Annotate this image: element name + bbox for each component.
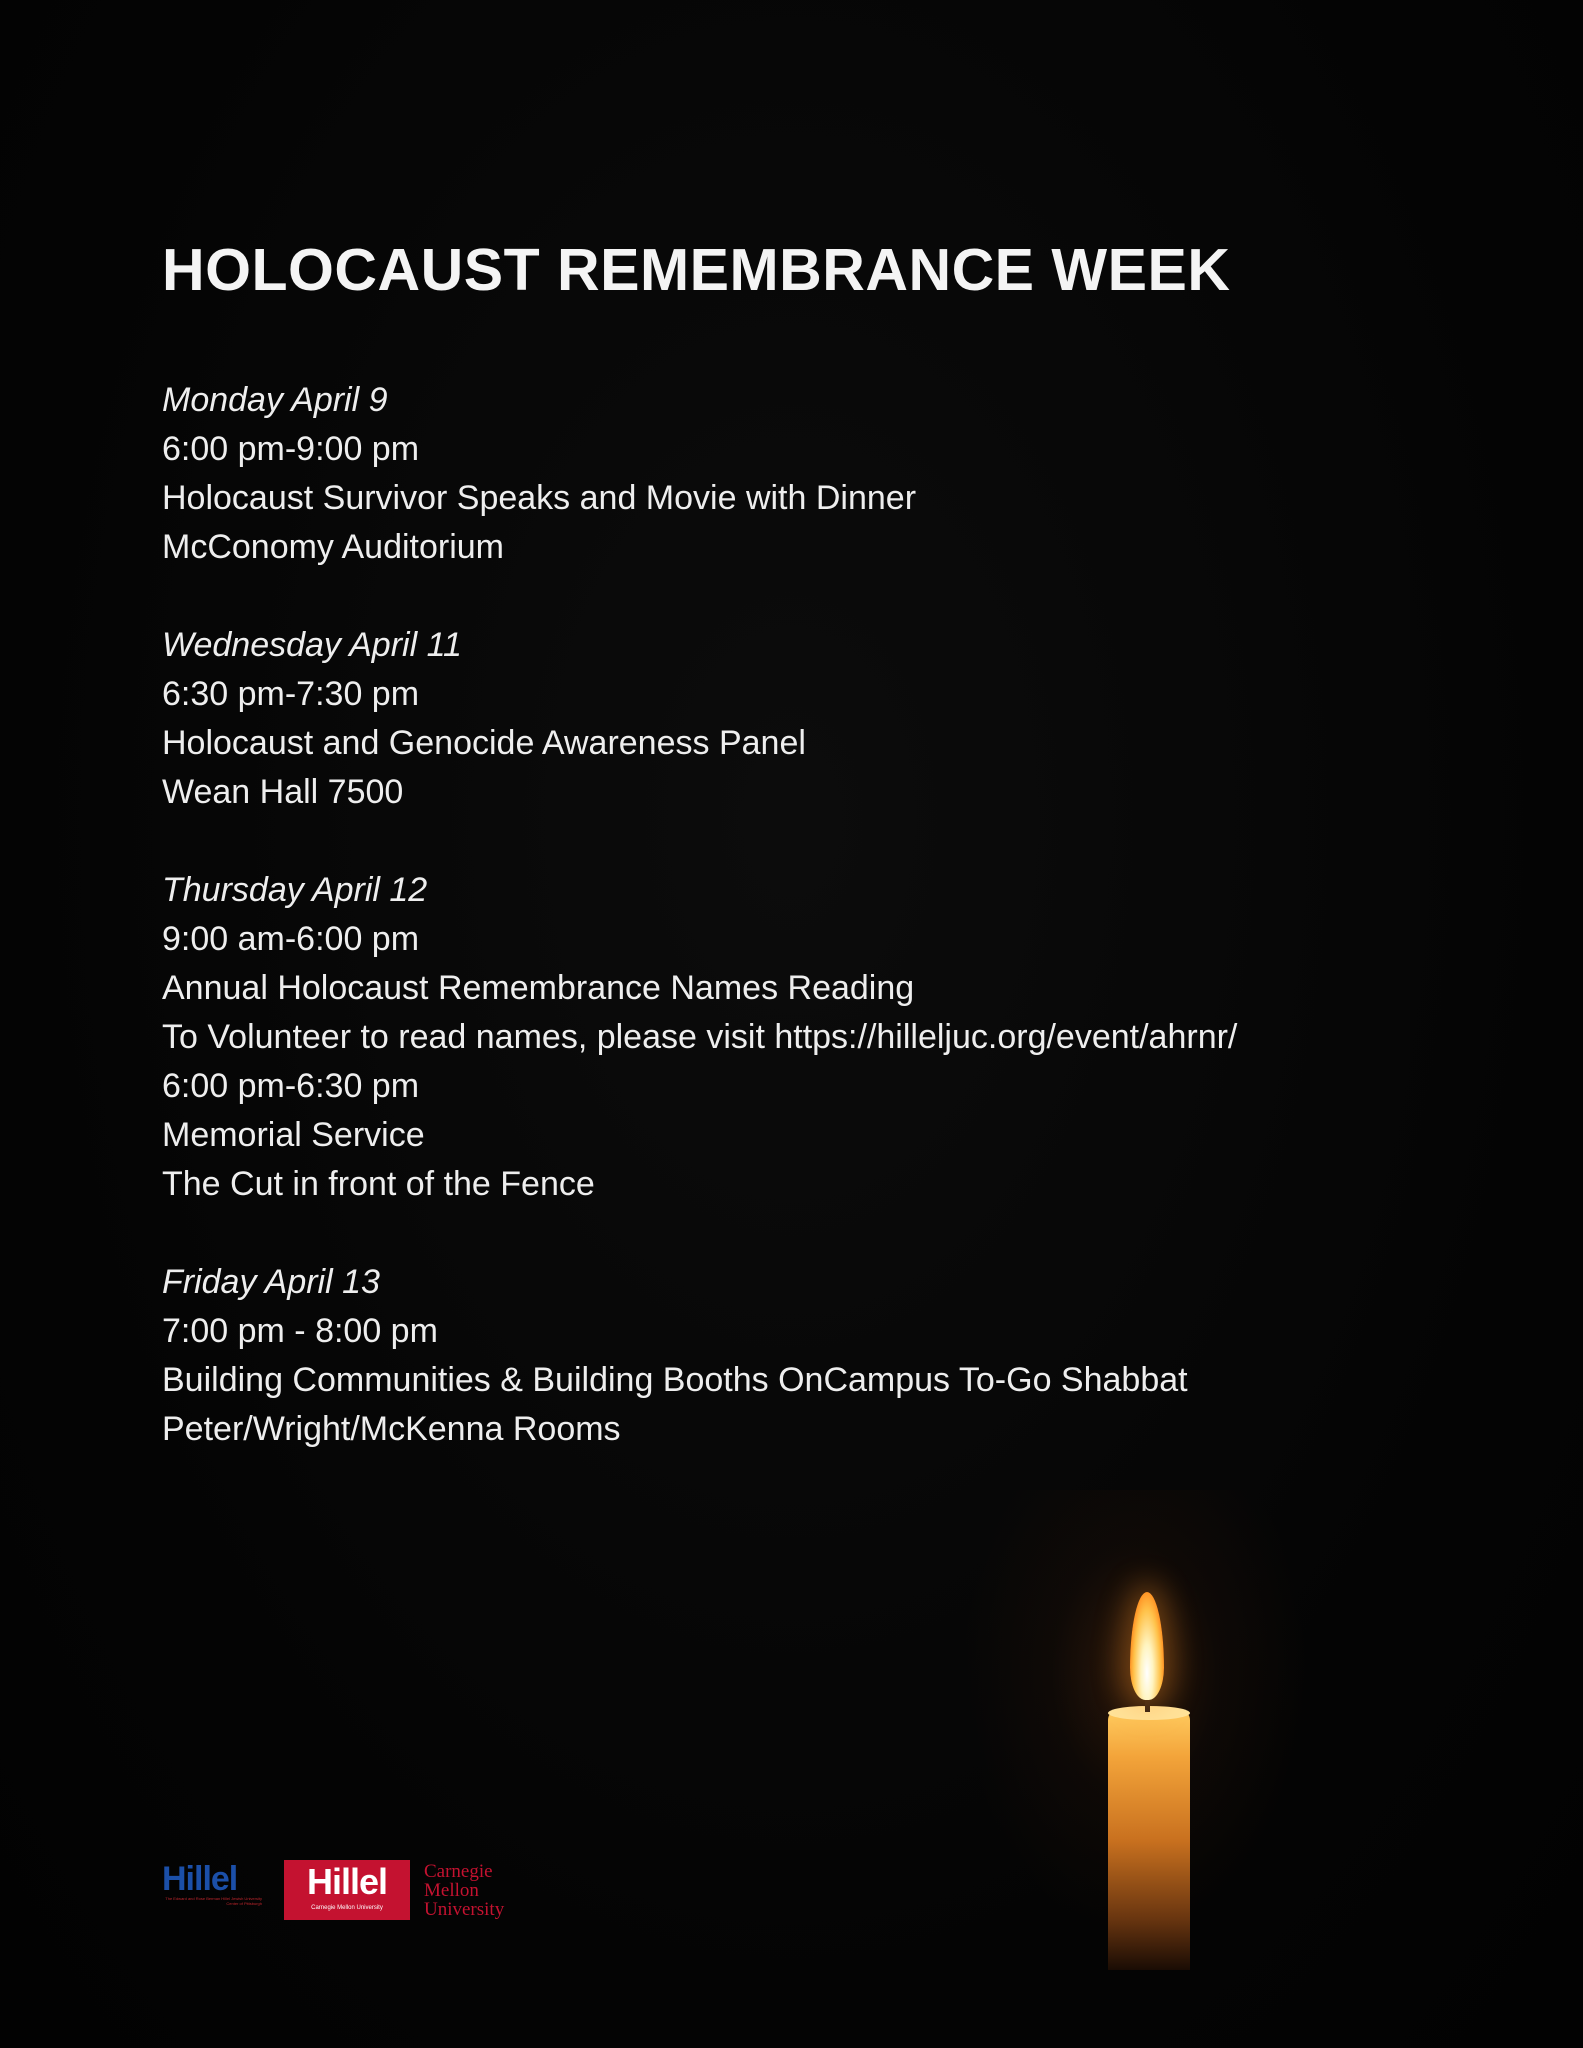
logo-line: Carnegie xyxy=(424,1861,493,1882)
event-title: Holocaust Survivor Speaks and Movie with Dinner xyxy=(162,479,917,517)
cmu-hillel-logo xyxy=(284,1860,410,1920)
day-block-wednesday xyxy=(162,621,1412,817)
event-location: McConomy Auditorium xyxy=(162,528,505,566)
logo-line: Mellon xyxy=(424,1880,479,1901)
day-block-thursday xyxy=(162,866,1412,1209)
event-title: Memorial Service xyxy=(162,1116,425,1154)
event-time: 7:00 pm - 8:00 pm xyxy=(162,1312,438,1350)
logo-tagline: Carnegie Mellon University xyxy=(311,1905,383,1911)
candle-body xyxy=(1108,1710,1190,1970)
volunteer-link-text[interactable]: To Volunteer to read names, please visit https://hilleljuc.org/event/ahrnr/ xyxy=(162,1018,1238,1056)
event-title: Holocaust and Genocide Awareness Panel xyxy=(162,724,806,762)
day-heading: Monday April 9 xyxy=(162,381,388,419)
event-schedule xyxy=(162,376,1412,1503)
day-heading: Friday April 13 xyxy=(162,1263,380,1301)
candle-icon xyxy=(940,1490,1330,1970)
logo-line: University xyxy=(424,1899,505,1920)
event-location: Wean Hall 7500 xyxy=(162,773,404,811)
event-title: Building Communities & Building Booths OnCampus To-Go Shabbat xyxy=(162,1361,1188,1399)
event-time: 6:00 pm-9:00 pm xyxy=(162,430,420,468)
event-location: The Cut in front of the Fence xyxy=(162,1165,595,1203)
day-heading: Thursday April 12 xyxy=(162,871,428,909)
logo-wordmark: Hillel xyxy=(162,1860,238,1898)
day-block-monday xyxy=(162,376,1412,572)
event-time: 6:30 pm-7:30 pm xyxy=(162,675,420,713)
page-title: HOLOCAUST REMEMBRANCE WEEK xyxy=(162,237,1231,303)
day-block-friday xyxy=(162,1258,1412,1454)
logo-tagline: The Edward and Rose Berman Hillel Jewish University Center of Pittsburgh xyxy=(165,1896,262,1906)
event-location: Peter/Wright/McKenna Rooms xyxy=(162,1410,621,1448)
event-time: 9:00 am-6:00 pm xyxy=(162,920,420,958)
logo-wordmark: Hillel xyxy=(306,1861,388,1902)
hillel-jewish-university-center-logo xyxy=(162,1862,274,1918)
carnegie-mellon-logo xyxy=(424,1862,534,1919)
event-time: 6:00 pm-6:30 pm xyxy=(162,1067,420,1105)
event-title: Annual Holocaust Remembrance Names Reading xyxy=(162,969,915,1007)
day-heading: Wednesday April 11 xyxy=(162,626,462,664)
